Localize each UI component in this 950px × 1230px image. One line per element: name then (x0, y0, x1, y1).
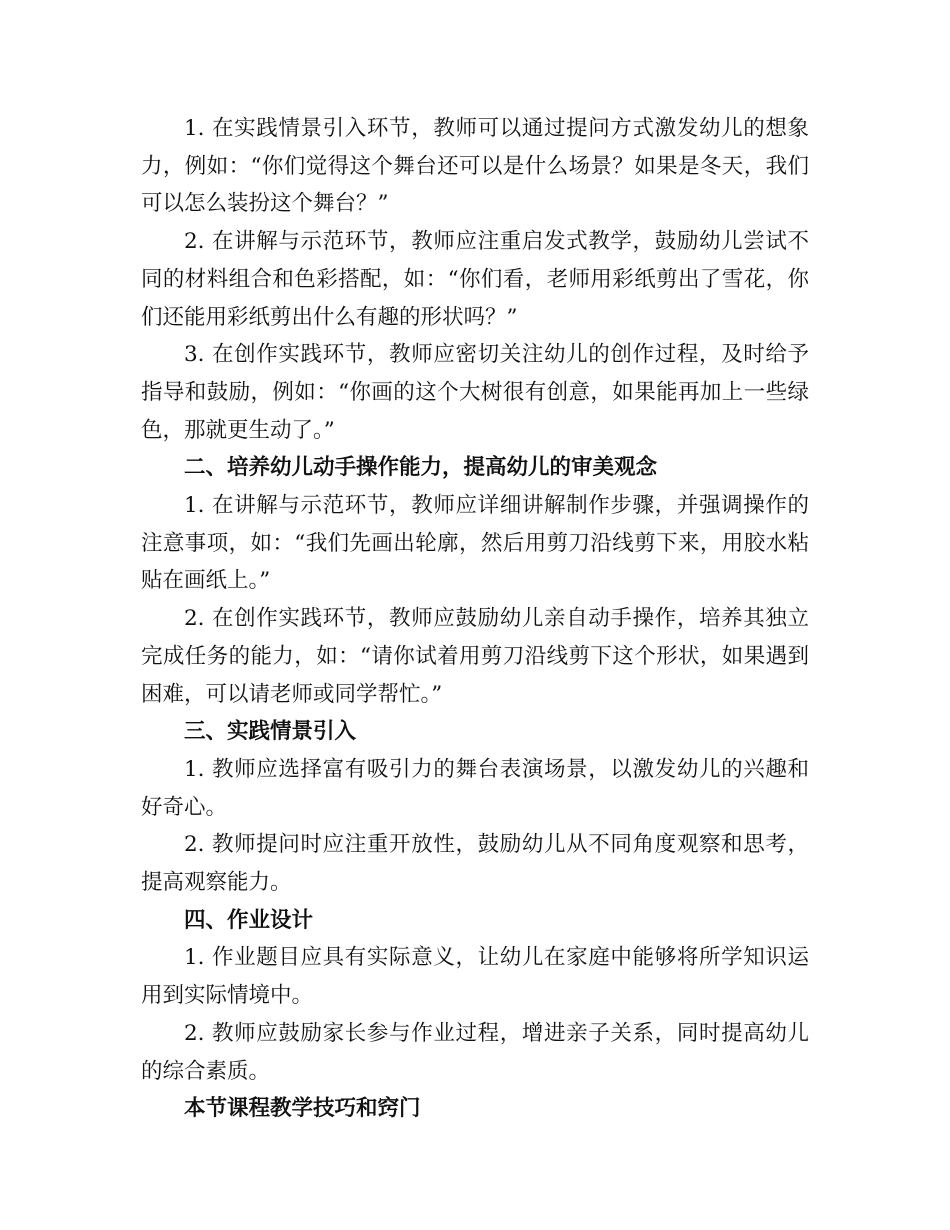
paragraph: 1. 教师应选择富有吸引力的舞台表演场景，以激发幼儿的兴趣和好奇心。 (141, 756, 809, 820)
section-heading: 本节课程教学技巧和窍门 (184, 1096, 421, 1122)
paragraph: 1. 在讲解与示范环节，教师应详细讲解制作步骤，并强调操作的注意事项，如：“我们先画出轮廓，然后用剪刀沿线剪下来，用胶水粘贴在画纸上。” (141, 493, 809, 594)
section-heading: 三、实践情景引入 (184, 719, 357, 745)
section-heading: 二、培养幼儿动手操作能力，提高幼儿的审美观念 (184, 455, 658, 481)
paragraph: 1. 作业题目应具有实际意义，让幼儿在家庭中能够将所学知识运用到实际情境中。 (141, 945, 809, 1009)
paragraph: 2. 教师提问时应注重开放性，鼓励幼儿从不同角度观察和思考，提高观察能力。 (141, 832, 809, 896)
paragraph: 3. 在创作实践环节，教师应密切关注幼儿的创作过程，及时给予指导和鼓励，例如：“你画的这个大树很有创意，如果能再加上一些绿色，那就更生动了。” (141, 342, 809, 443)
section-heading: 四、作业设计 (184, 907, 314, 933)
paragraph: 2. 在讲解与示范环节，教师应注重启发式教学，鼓励幼儿尝试不同的材料组合和色彩搭配，如：“你们看，老师用彩纸剪出了雪花，你们还能用彩纸剪出什么有趣的形状吗？” (141, 229, 809, 330)
paragraph: 2. 教师应鼓励家长参与作业过程，增进亲子关系，同时提高幼儿的综合素质。 (141, 1020, 809, 1084)
paragraph: 2. 在创作实践环节，教师应鼓励幼儿亲自动手操作，培养其独立完成任务的能力，如：“请你试着用剪刀沿线剪下这个形状，如果遇到困难，可以请老师或同学帮忙。” (141, 606, 809, 707)
document-body (141, 110, 809, 1128)
paragraph: 1. 在实践情景引入环节，教师可以通过提问方式激发幼儿的想象力，例如：“你们觉得这个舞台还可以是什么场景？如果是冬天，我们可以怎么装扮这个舞台？” (141, 116, 809, 217)
